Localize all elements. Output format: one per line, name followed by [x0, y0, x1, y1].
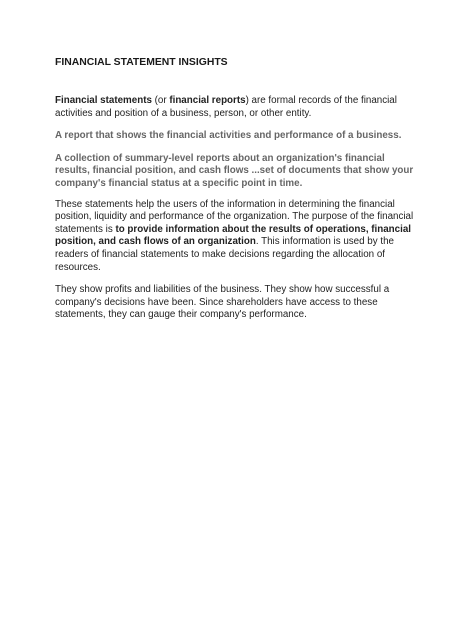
paragraph-report-summary: A report that shows the financial activities and performance of a business.: [55, 130, 402, 142]
document-title: FINANCIAL STATEMENT INSIGHTS: [55, 57, 228, 68]
paragraph-collection-summary: A collection of summary-level reports about an organization's financial results, financial position, and cash flows ...set of documents that show your company's financial status at a specific point in time.: [55, 152, 414, 189]
paragraph-text: These statements help the users of the information in determining the financial position, liquidity and performance of the organization. The purpose of the financial statements is: [55, 198, 414, 235]
paragraph-text: ) are formal records of the financial activities and position of a business, person, or other entity.: [55, 95, 397, 119]
paragraph-text: (or: [151, 95, 170, 106]
document-body: [55, 56, 415, 332]
paragraph-definition: [55, 95, 415, 120]
paragraph-purpose: [55, 199, 415, 275]
paragraph-text: . This information is used by the readers of financial statements to make decisions regarding the allocation of resources.: [55, 236, 394, 273]
purpose-highlight: to provide information about the results of operations, financial position, and cash flows of an organization: [55, 223, 411, 248]
term-financial-statements: Financial statements: [55, 95, 152, 106]
paragraph-profits: They show profits and liabilities of the business. They show how successful a company's decisions have been. Since shareholders have access to these statements, they can gauge their company's performance.: [55, 284, 390, 321]
term-financial-reports: financial reports: [169, 95, 246, 106]
